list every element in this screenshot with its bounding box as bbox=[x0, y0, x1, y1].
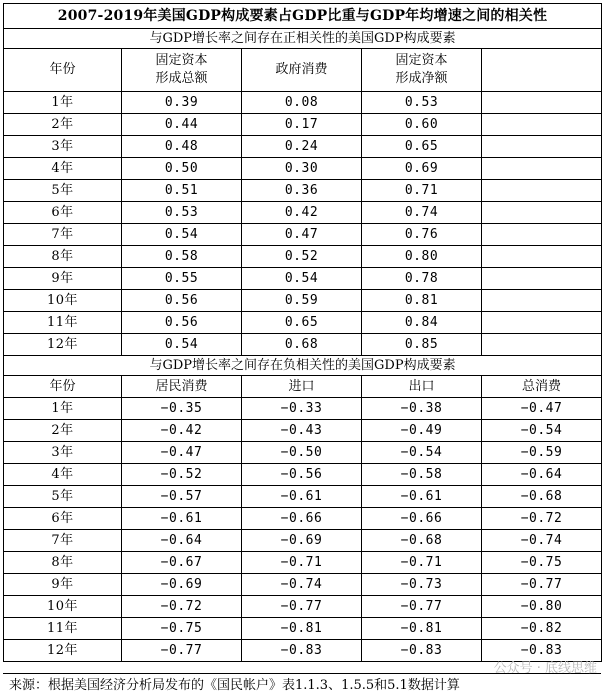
value-cell: 0.24 bbox=[242, 136, 362, 158]
negative-data-row bbox=[4, 398, 602, 420]
source-note: 来源：根据美国经济分析局发布的《国民帐户》表1.1.3、1.5.5和5.1数据计算 bbox=[3, 673, 601, 697]
table-title: 2007-2019年美国GDP构成要素占GDP比重与GDP年均增速之间的相关性 bbox=[4, 4, 602, 29]
value-cell: −0.54 bbox=[482, 420, 602, 442]
value-cell: 0.76 bbox=[362, 224, 482, 246]
negative-col-header: 总消费 bbox=[482, 376, 602, 398]
positive-data-row bbox=[4, 136, 602, 158]
value-cell: −0.83 bbox=[482, 640, 602, 662]
value-cell: 0.60 bbox=[362, 114, 482, 136]
value-cell: −0.83 bbox=[362, 640, 482, 662]
correlation-table-container bbox=[3, 3, 601, 662]
value-cell: −0.74 bbox=[242, 574, 362, 596]
value-cell: 0.39 bbox=[122, 92, 242, 114]
year-cell: 9年 bbox=[4, 574, 122, 596]
empty-cell bbox=[482, 334, 602, 356]
year-cell: 5年 bbox=[4, 180, 122, 202]
value-cell: 0.84 bbox=[362, 312, 482, 334]
value-cell: −0.58 bbox=[362, 464, 482, 486]
value-cell: 0.54 bbox=[122, 224, 242, 246]
negative-data-row bbox=[4, 574, 602, 596]
value-cell: −0.77 bbox=[242, 596, 362, 618]
negative-data-row bbox=[4, 552, 602, 574]
value-cell: −0.69 bbox=[122, 574, 242, 596]
negative-header-row bbox=[4, 376, 602, 398]
value-cell: 0.08 bbox=[242, 92, 362, 114]
empty-cell bbox=[482, 224, 602, 246]
year-cell: 3年 bbox=[4, 442, 122, 464]
value-cell: −0.47 bbox=[482, 398, 602, 420]
value-cell: −0.57 bbox=[122, 486, 242, 508]
value-cell: 0.47 bbox=[242, 224, 362, 246]
positive-data-row bbox=[4, 334, 602, 356]
watermark-text: 公众号 · 底线思维 bbox=[493, 661, 597, 676]
year-cell: 8年 bbox=[4, 552, 122, 574]
year-cell: 12年 bbox=[4, 640, 122, 662]
value-cell: −0.69 bbox=[242, 530, 362, 552]
value-cell: −0.64 bbox=[482, 464, 602, 486]
value-cell: −0.67 bbox=[122, 552, 242, 574]
value-cell: −0.33 bbox=[242, 398, 362, 420]
value-cell: −0.81 bbox=[362, 618, 482, 640]
value-cell: 0.42 bbox=[242, 202, 362, 224]
empty-cell bbox=[482, 246, 602, 268]
value-cell: −0.66 bbox=[362, 508, 482, 530]
value-cell: 0.71 bbox=[362, 180, 482, 202]
empty-cell bbox=[482, 312, 602, 334]
year-cell: 7年 bbox=[4, 224, 122, 246]
value-cell: −0.80 bbox=[482, 596, 602, 618]
empty-header-cell bbox=[482, 49, 602, 92]
value-cell: 0.56 bbox=[122, 312, 242, 334]
value-cell: −0.59 bbox=[482, 442, 602, 464]
value-cell: −0.77 bbox=[362, 596, 482, 618]
positive-data-row bbox=[4, 268, 602, 290]
value-cell: −0.77 bbox=[482, 574, 602, 596]
value-cell: −0.61 bbox=[362, 486, 482, 508]
value-cell: −0.42 bbox=[122, 420, 242, 442]
value-cell: −0.35 bbox=[122, 398, 242, 420]
year-cell: 10年 bbox=[4, 290, 122, 312]
year-cell: 11年 bbox=[4, 312, 122, 334]
value-cell: 0.54 bbox=[242, 268, 362, 290]
positive-data-row bbox=[4, 224, 602, 246]
value-cell: −0.82 bbox=[482, 618, 602, 640]
empty-cell bbox=[482, 92, 602, 114]
empty-cell bbox=[482, 136, 602, 158]
year-cell: 6年 bbox=[4, 508, 122, 530]
value-cell: 0.81 bbox=[362, 290, 482, 312]
value-cell: −0.68 bbox=[362, 530, 482, 552]
year-cell: 11年 bbox=[4, 618, 122, 640]
value-cell: 0.68 bbox=[242, 334, 362, 356]
value-cell: 0.53 bbox=[122, 202, 242, 224]
value-cell: 0.65 bbox=[242, 312, 362, 334]
correlation-table bbox=[3, 3, 602, 662]
value-cell: −0.50 bbox=[242, 442, 362, 464]
value-cell: 0.55 bbox=[122, 268, 242, 290]
positive-data-row bbox=[4, 246, 602, 268]
year-cell: 2年 bbox=[4, 114, 122, 136]
year-cell: 10年 bbox=[4, 596, 122, 618]
positive-col-header: 固定资本 形成总额 bbox=[122, 49, 242, 92]
negative-section-label: 与GDP增长率之间存在负相关性的美国GDP构成要素 bbox=[4, 356, 602, 376]
value-cell: 0.56 bbox=[122, 290, 242, 312]
value-cell: −0.83 bbox=[242, 640, 362, 662]
value-cell: 0.58 bbox=[122, 246, 242, 268]
year-cell: 4年 bbox=[4, 464, 122, 486]
empty-cell bbox=[482, 114, 602, 136]
year-cell: 4年 bbox=[4, 158, 122, 180]
table-title-row bbox=[4, 4, 602, 29]
year-cell: 5年 bbox=[4, 486, 122, 508]
year-cell: 2年 bbox=[4, 420, 122, 442]
value-cell: 0.50 bbox=[122, 158, 242, 180]
value-cell: 0.52 bbox=[242, 246, 362, 268]
value-cell: −0.77 bbox=[122, 640, 242, 662]
value-cell: −0.61 bbox=[122, 508, 242, 530]
value-cell: 0.48 bbox=[122, 136, 242, 158]
value-cell: −0.43 bbox=[242, 420, 362, 442]
negative-data-row bbox=[4, 486, 602, 508]
positive-section-row bbox=[4, 29, 602, 49]
negative-data-row bbox=[4, 508, 602, 530]
negative-section-row bbox=[4, 356, 602, 376]
negative-data-row bbox=[4, 530, 602, 552]
year-cell: 9年 bbox=[4, 268, 122, 290]
positive-data-row bbox=[4, 312, 602, 334]
year-cell: 1年 bbox=[4, 92, 122, 114]
positive-data-row bbox=[4, 180, 602, 202]
positive-data-row bbox=[4, 158, 602, 180]
value-cell: −0.56 bbox=[242, 464, 362, 486]
negative-col-header: 出口 bbox=[362, 376, 482, 398]
year-cell: 8年 bbox=[4, 246, 122, 268]
value-cell: −0.52 bbox=[122, 464, 242, 486]
negative-data-row bbox=[4, 442, 602, 464]
positive-year-header: 年份 bbox=[4, 49, 122, 92]
positive-header-row bbox=[4, 49, 602, 92]
negative-data-row bbox=[4, 618, 602, 640]
value-cell: 0.30 bbox=[242, 158, 362, 180]
value-cell: 0.85 bbox=[362, 334, 482, 356]
positive-col-header: 固定资本 形成净额 bbox=[362, 49, 482, 92]
positive-section-label: 与GDP增长率之间存在正相关性的美国GDP构成要素 bbox=[4, 29, 602, 49]
positive-data-row bbox=[4, 202, 602, 224]
empty-cell bbox=[482, 268, 602, 290]
value-cell: −0.81 bbox=[242, 618, 362, 640]
negative-col-header: 居民消费 bbox=[122, 376, 242, 398]
value-cell: −0.73 bbox=[362, 574, 482, 596]
value-cell: −0.54 bbox=[362, 442, 482, 464]
year-cell: 6年 bbox=[4, 202, 122, 224]
empty-cell bbox=[482, 202, 602, 224]
positive-col-header: 政府消费 bbox=[242, 49, 362, 92]
value-cell: 0.59 bbox=[242, 290, 362, 312]
value-cell: 0.80 bbox=[362, 246, 482, 268]
value-cell: 0.54 bbox=[122, 334, 242, 356]
value-cell: −0.72 bbox=[122, 596, 242, 618]
negative-data-row bbox=[4, 596, 602, 618]
value-cell: 0.74 bbox=[362, 202, 482, 224]
year-cell: 3年 bbox=[4, 136, 122, 158]
value-cell: −0.74 bbox=[482, 530, 602, 552]
year-cell: 7年 bbox=[4, 530, 122, 552]
value-cell: −0.38 bbox=[362, 398, 482, 420]
value-cell: 0.44 bbox=[122, 114, 242, 136]
empty-cell bbox=[482, 180, 602, 202]
value-cell: 0.69 bbox=[362, 158, 482, 180]
empty-cell bbox=[482, 290, 602, 312]
negative-data-row bbox=[4, 464, 602, 486]
negative-data-row bbox=[4, 420, 602, 442]
value-cell: 0.17 bbox=[242, 114, 362, 136]
value-cell: −0.49 bbox=[362, 420, 482, 442]
value-cell: −0.72 bbox=[482, 508, 602, 530]
value-cell: 0.65 bbox=[362, 136, 482, 158]
value-cell: −0.64 bbox=[122, 530, 242, 552]
value-cell: −0.61 bbox=[242, 486, 362, 508]
value-cell: −0.71 bbox=[242, 552, 362, 574]
value-cell: −0.75 bbox=[122, 618, 242, 640]
negative-year-header: 年份 bbox=[4, 376, 122, 398]
value-cell: −0.71 bbox=[362, 552, 482, 574]
positive-data-row bbox=[4, 290, 602, 312]
year-cell: 1年 bbox=[4, 398, 122, 420]
value-cell: −0.66 bbox=[242, 508, 362, 530]
year-cell: 12年 bbox=[4, 334, 122, 356]
value-cell: 0.51 bbox=[122, 180, 242, 202]
value-cell: −0.47 bbox=[122, 442, 242, 464]
positive-data-row bbox=[4, 114, 602, 136]
negative-col-header: 进口 bbox=[242, 376, 362, 398]
value-cell: 0.78 bbox=[362, 268, 482, 290]
empty-cell bbox=[482, 158, 602, 180]
positive-data-row bbox=[4, 92, 602, 114]
value-cell: 0.36 bbox=[242, 180, 362, 202]
value-cell: −0.68 bbox=[482, 486, 602, 508]
value-cell: 0.53 bbox=[362, 92, 482, 114]
value-cell: −0.75 bbox=[482, 552, 602, 574]
